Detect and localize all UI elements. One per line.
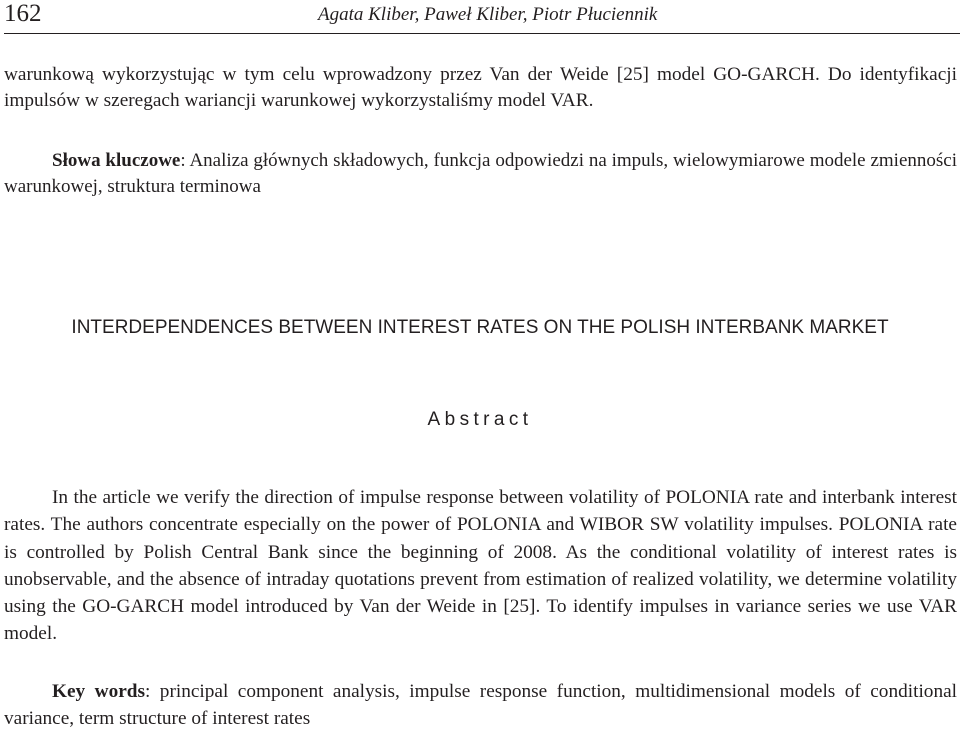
polish-abstract-continuation: warunkową wykorzystując w tym celu wprowadzony przez Van der Weide [25] model GO-GARCH. Do identyfikacji impulsów w szeregach wariancji warunkowej wykorzystaliśmy model VAR. xyxy=(4,64,957,111)
english-keywords-label: Key words xyxy=(52,681,145,702)
polish-keywords xyxy=(4,148,957,200)
page-number: 162 xyxy=(4,0,42,27)
page-header xyxy=(0,0,960,34)
english-keywords xyxy=(4,678,957,732)
abstract-heading: Abstract xyxy=(427,409,533,430)
english-abstract-text: In the article we verify the direction of impulse response between volatility of POLONIA rate and interbank interest rates. The authors concentrate especially on the power of POLONIA and WIBOR SW volatility impulses. POLONIA rate is controlled by Polish Central Bank since the beginning of 2008. As the conditional volatility of interest rates is unobservable, and the absence of intraday quotations prevent from estimation of realized volatility, we determine volatility using the GO-GARCH model introduced by Van der Weide in [25]. To identify impulses in variance series we use VAR model. xyxy=(4,487,957,645)
running-head-authors: Agata Kliber, Paweł Kliber, Piotr Płuciennik xyxy=(318,4,658,25)
english-title: INTERDEPENDENCES BETWEEN INTEREST RATES ON THE POLISH INTERBANK MARKET xyxy=(71,317,889,338)
polish-keywords-text: : Analiza głównych składowych, funkcja odpowiedzi na impuls, wielowymiarowe modele zmienności warunkowej, struktura terminowa xyxy=(4,150,957,197)
english-keywords-text: : principal component analysis, impulse response function, multidimensional models of conditional variance, term structure of interest rates xyxy=(4,681,957,729)
polish-keywords-label: Słowa kluczowe xyxy=(52,150,181,171)
header-rule xyxy=(4,33,960,34)
